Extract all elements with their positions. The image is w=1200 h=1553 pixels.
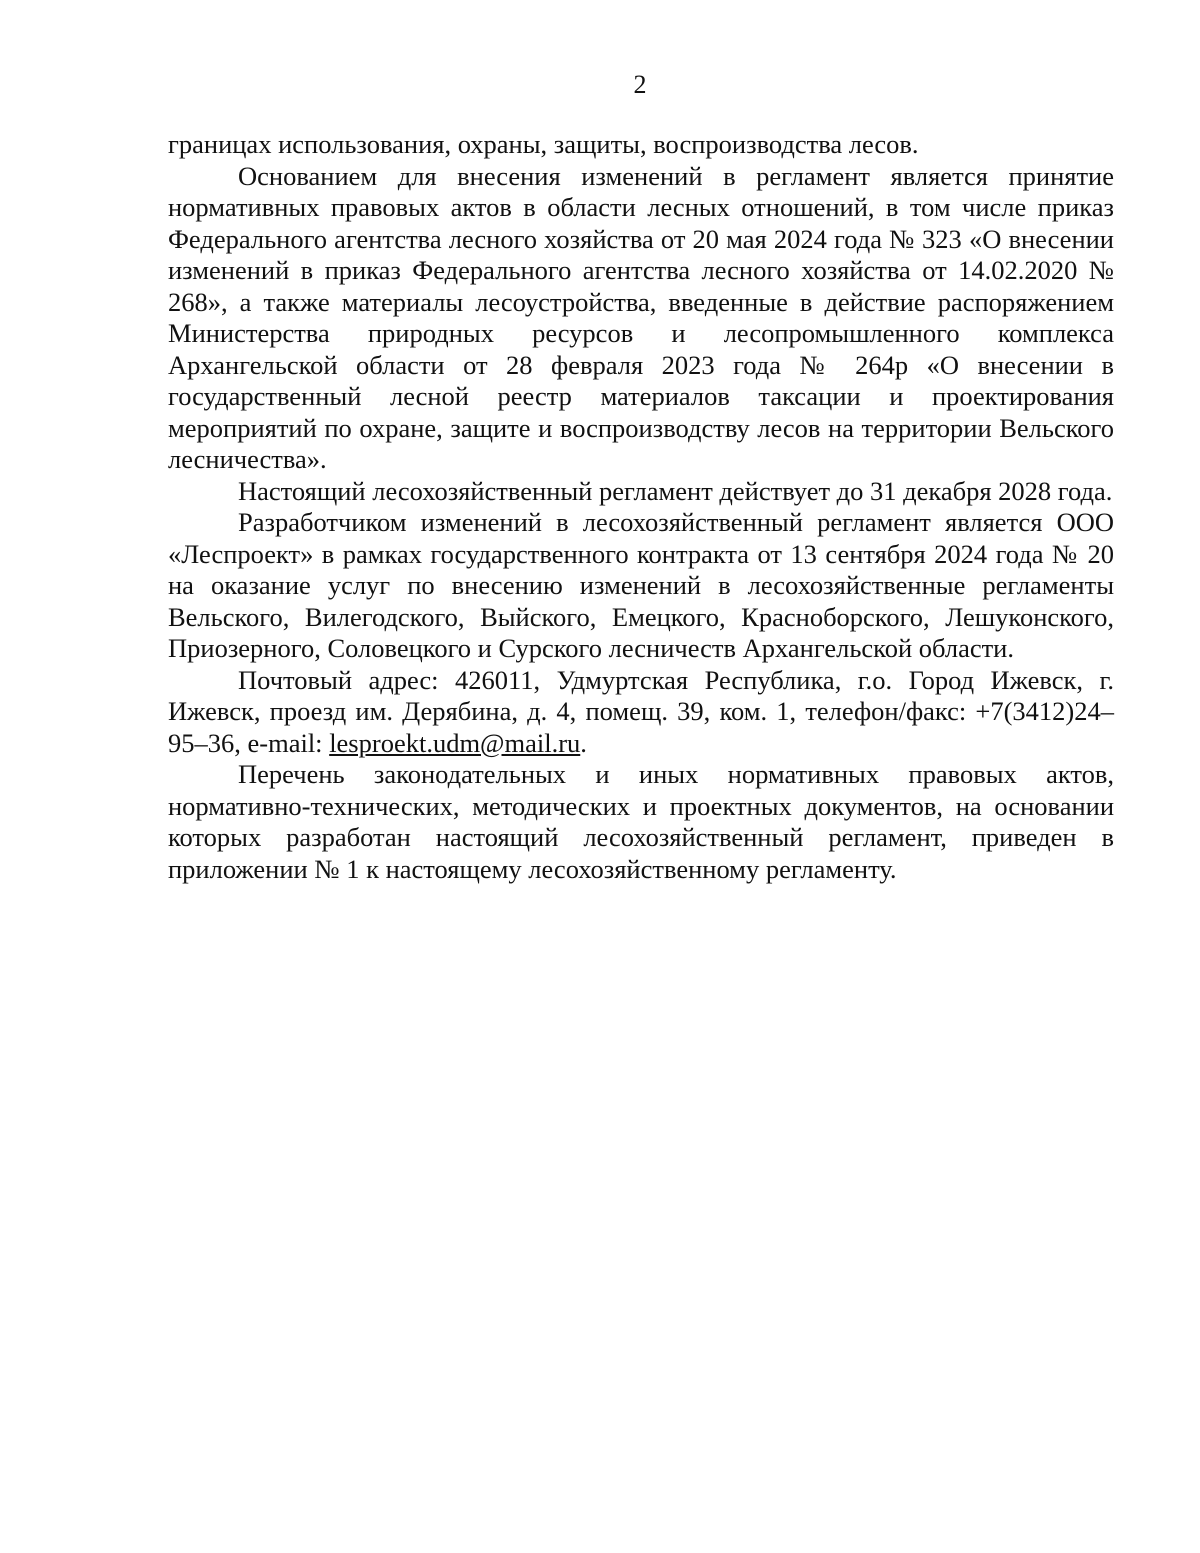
paragraph-validity-period: Настоящий лесохозяйственный регламент действует до 31 декабря 2028 года. — [238, 475, 1113, 506]
document-body — [168, 129, 1114, 885]
paragraph-postal-address — [168, 665, 1114, 760]
postal-address-end: . — [580, 727, 587, 758]
paragraph-continuation: границах использования, охраны, защиты, воспроизводства лесов. — [168, 129, 919, 159]
postal-address-text: Почтовый адрес: 426011, Удмуртская Республика, г.о. Город Ижевск, г. Ижевск, проезд им. Дерябина, д. 4, помещ. 39, ком. 1, телефон/факс: +7(3412)24–95–36, e-mail: — [168, 664, 1114, 758]
paragraph-basis-for-changes: Основанием для внесения изменений в регламент является принятие нормативных правовых актов в области лесных отношений, в том числе приказ Федерального агентства лесного хозяйства от 20 мая 2024 года № 323 «О внесении изменений в приказ Федерального агентства лесного хозяйства от 14.02.2020 № 268», а также материалы лесоустройства, введенные в действие распоряжением Министерства природных ресурсов и лесопромышленного комплекса Архангельской области от 28 февраля 2023 года № 264р «О внесении в государственный лесной реестр материалов таксации и проектирования мероприятий по охране, защите и воспроизводству лесов на территории Вельского лесничества». — [168, 160, 1114, 474]
page-number: 2 — [633, 70, 647, 99]
paragraph-legal-acts-list: Перечень законодательных и иных нормативных правовых актов, нормативно-технических, методических и проектных документов, на основании которых разработан настоящий лесохозяйственный регламент, приведен в приложении № 1 к настоящему лесохозяйственному регламенту. — [168, 759, 1114, 884]
paragraph-developer: Разработчиком изменений в лесохозяйственный регламент является ООО «Леспроект» в рамках государственного контракта от 13 сентября 2024 года № 20 на оказание услуг по внесению изменений в лесохозяйственные регламенты Вельского, Вилегодского, Выйского, Емецкого, Красноборского, Лешуконского, Приозерного, Соловецкого и Сурского лесничеств Архангельской области. — [168, 507, 1114, 663]
email-link[interactable]: lesproekt.udm@mail.ru — [329, 727, 581, 758]
